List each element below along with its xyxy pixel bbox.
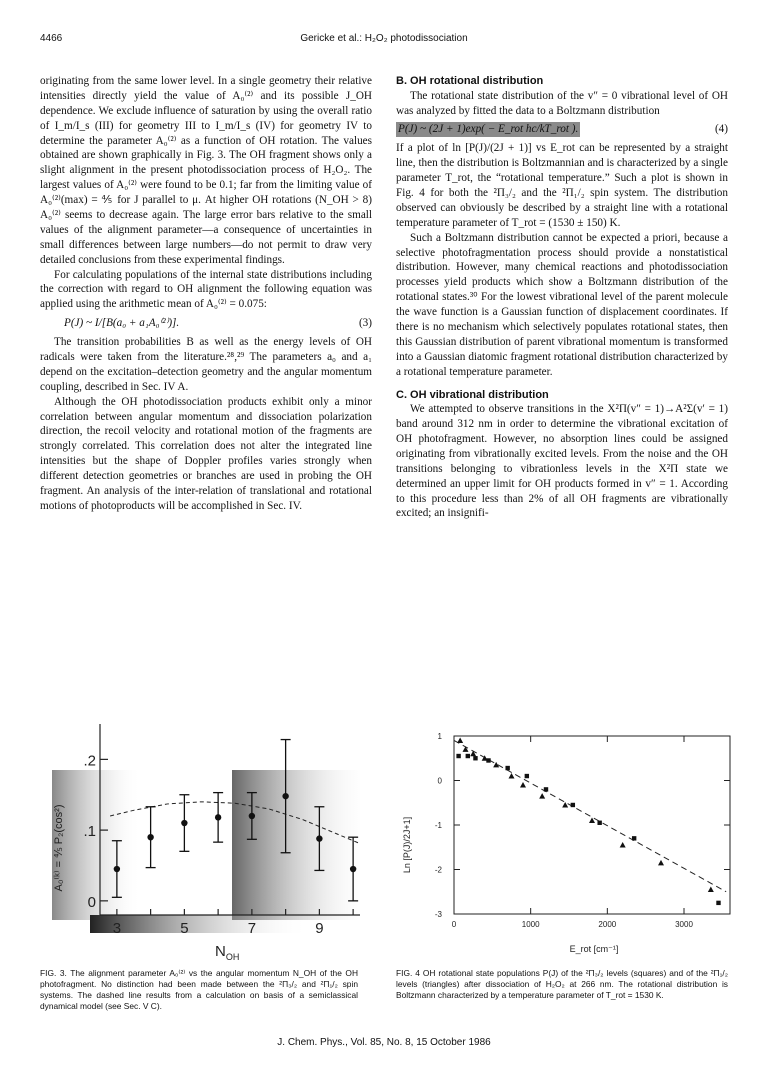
left-paragraph-1: originating from the same lower level. In a single geometry their relative intensities directly yield the value of A₀⁽²⁾ and its possible J_OH dependence. We exclude influence of saturation by using the overall ratio of I_m/I_s (III) for geometry III to I_m/I_s (IV) for geometry IV to determine the parameter A₀⁽²⁾ as a function of OH rotation. The values obtained are shown graphically in Fig. 3. The OH fragment shows only a slight alignment in the present photodissociation process of H₂O₂. The largest values of A₀⁽²⁾ were found to be 0.1; far from the limiting value of A₀⁽²⁾(max) = ⅘ for J parallel to μ. At higher OH rotations (N_OH > 8) A₀⁽²⁾ seems to decrease again. The large error bars relative to the small values of the alignment parameter—a consequence of uncertainties in small differences between large numbers—do not permit to draw very detailed conclusions from these experimental findings. — [40, 75, 372, 266]
fig3-data-point — [147, 834, 153, 840]
fig3-caption: FIG. 3. The alignment parameter A₀⁽²⁾ vs the angular momentum N_OH of the OH photofragment. No distinction had been made between the ²Π₃/₂ and ²Π₁/₂ spin systems. The dashed line results from a calculation on basis of a semiclassical dynamical model (see Sec. V C). — [40, 968, 358, 1012]
fig3-xtick-label: 3 — [112, 920, 122, 937]
equation-3-body: P(J) ~ I/[B(a₀ + a₁A₀⁽²⁾)]. — [64, 317, 180, 330]
fig4-triangle-point — [708, 887, 714, 893]
fig4-square-point — [544, 787, 548, 791]
equation-3 — [40, 316, 372, 331]
fig4-ytick-label: -1 — [434, 821, 442, 830]
right-paragraph-3: Such a Boltzmann distribution cannot be expected a priori, because a selective photofragmentation process should provide a nonstatistical distribution. However, many chemical reactions and photodissociation processes yield products which show a Boltzmann distribution of the rotational states.³⁰ For the lowest vibrational level of the parent molecule the wave function is a Gaussian function of displacement coordinates. If there is no mechanism which selectively populates rotational states, then this Gaussian distribution of parent vibrational momentum is transformed into a Gaussian diatomic fragment rotational distribution characterized by a rotational temperature parameter. — [396, 231, 728, 378]
fig3-data-point — [316, 835, 322, 841]
fig3-shade-bottom — [90, 915, 310, 933]
fig4-square-point — [525, 774, 529, 778]
left-paragraph-3: The transition probabilities B as well as the energy levels of OH radicals were taken from the literature.²⁸,²⁹ The parameters a₀ and a₁ depend on the excitation–detection geometry and the angular momentum coupling, described in Sec. IV A. — [40, 336, 372, 393]
fig4-caption: FIG. 4 OH rotational state populations P(J) of the ²Π₃/₂ levels (squares) and of the ²Π₁/₂ levels (triangles) after dissociation of H₂O₂ at 266 nm. The rotational distribution is Boltzmann characterized by a temperature parameter of T_rot = 1530 K. — [396, 968, 728, 1001]
left-paragraph-4: Although the OH photodissociation products exhibit only a minor correlation between angular momentum and dissociation polarization direction, the recoil velocity and rotational motion of the fragments are strongly correlated. This correlation does not alter the integrated line intensities but the shape of Doppler profiles varies strongly when different detection geometries or branches are used in probing the OH fragment. An analysis of the inter-relation of translational and rotational motions of photoproducts will be accomplished in Sec. IV. — [40, 395, 372, 512]
fig4-triangle-point — [539, 793, 545, 799]
fig4-square-point — [597, 821, 601, 825]
fig4-ytick-label: -2 — [434, 865, 442, 875]
section-c-heading: C. OH vibrational distribution — [396, 388, 549, 401]
right-paragraph-2: If a plot of ln [P(J)/(2J + 1)] vs E_rot can be represented by a straight line, then the distribution is Boltzmannian and is characterized by a single parameter T_rot, the “rotational temperature.” Such a plot is shown in Fig. 4 for both the ²Π₃/₂ and the ²Π₁/₂ spin system. The distribution observed can obviously be described by a straight line with a rotational temperature parameter of T_rot = (1530 ± 150) K. — [396, 142, 728, 229]
fig4-triangle-point — [620, 842, 626, 848]
fig3-ytick-label: .1 — [83, 823, 96, 841]
fig3-ylabel: A₀⁽ᵏ⁾ = ⅘ P₂(cos²) — [53, 804, 65, 892]
equation-4 — [396, 122, 728, 137]
fig4-square-point — [505, 766, 509, 770]
fig4-triangle-point — [520, 782, 526, 788]
right-paragraph-4: We attempted to observe transitions in the X²Π(v″ = 1)→A²Σ(v′ = 1) band around 312 nm in order to determine the vibrational excitation of OH photofragment. However, no absorption lines could be assigned originating from vibrationally excited levels. From the noise and the OH transitions belonging to vibrationless levels in the X²Π state we determined an upper limit for OH products formed in v″ = 1. According to this procedure less than 2% of all OH fragments are vibrationally excited; an insignifi- — [396, 403, 728, 520]
fig4-xtick-label: 2000 — [598, 920, 617, 929]
fig4-fit-line — [454, 740, 726, 891]
fig4-xlabel: E_rot [cm⁻¹] — [569, 944, 619, 954]
fig3-data-point — [215, 814, 221, 820]
running-title: Gericke et al.: H₂O₂ photodissociation — [300, 33, 468, 44]
equation-4-number: (4) — [714, 123, 728, 136]
fig3-xlabel-main: N — [215, 943, 226, 960]
fig3-ytick-label: .2 — [83, 752, 96, 770]
equation-4-body: P(J) ~ (2J + 1)exp( − E_rot hc/kT_rot ). — [398, 123, 579, 136]
fig3-xlabel — [215, 943, 239, 960]
fig3-xtick-label: 5 — [180, 920, 189, 937]
equation-3-number: (3) — [358, 317, 372, 330]
fig4-ytick-label: 1 — [437, 732, 442, 741]
fig4-chart — [396, 730, 736, 955]
fig4-square-point — [716, 901, 720, 905]
fig4-triangle-point — [562, 802, 568, 808]
fig3-shade-left — [52, 770, 142, 920]
left-column — [40, 74, 372, 514]
journal-footer: J. Chem. Phys., Vol. 85, No. 8, 15 October 1986 — [277, 1037, 491, 1048]
fig3-data-point — [114, 866, 120, 872]
fig3-xtick-label: 7 — [247, 920, 257, 937]
fig3-data-point — [181, 820, 187, 826]
fig4-xtick-label: 0 — [451, 920, 457, 929]
fig4-square-point — [456, 754, 460, 758]
section-b-heading: B. OH rotational distribution — [396, 75, 544, 87]
fig4-triangle-point — [470, 751, 476, 757]
right-column — [396, 74, 728, 521]
fig3-data-point — [282, 793, 288, 799]
fig4-square-point — [632, 836, 636, 840]
left-paragraph-2: For calculating populations of the internal state distributions including the correction with regard to OH alignment the following equation was applied using the arithmetic mean of A₀⁽²⁾ = 0.075: — [40, 268, 372, 311]
fig3-chart — [40, 710, 360, 960]
fig3-xlabel-sub: OH — [225, 952, 240, 960]
fig4-ytick-label: -3 — [434, 910, 442, 919]
page-number: 4466 — [40, 33, 63, 44]
fig4-square-point — [466, 754, 470, 758]
fig4-ylabel: Ln [P(J)/2J+1] — [402, 816, 412, 874]
fig4-triangle-point — [658, 860, 664, 866]
right-paragraph-1: The rotational state distribution of the v″ = 0 vibrational level of OH was analyzed by fitted the data to a Boltzmann distribution — [396, 89, 728, 117]
fig4-triangle-point — [463, 746, 469, 752]
fig3-data-point — [249, 813, 255, 819]
fig4-ytick-label: 0 — [437, 776, 442, 786]
fig4-frame — [454, 736, 730, 914]
fig4-square-point — [473, 756, 477, 760]
fig4-xtick-label: 1000 — [521, 920, 540, 929]
fig4-square-point — [571, 803, 575, 807]
fig4-triangle-point — [509, 773, 515, 779]
fig3-data-point — [350, 866, 356, 872]
fig4-triangle-point — [457, 737, 463, 743]
fig3-ytick-label: 0 — [87, 893, 96, 911]
fig3-xtick-label: 9 — [315, 920, 324, 937]
fig4-xtick-label: 3000 — [675, 920, 693, 929]
